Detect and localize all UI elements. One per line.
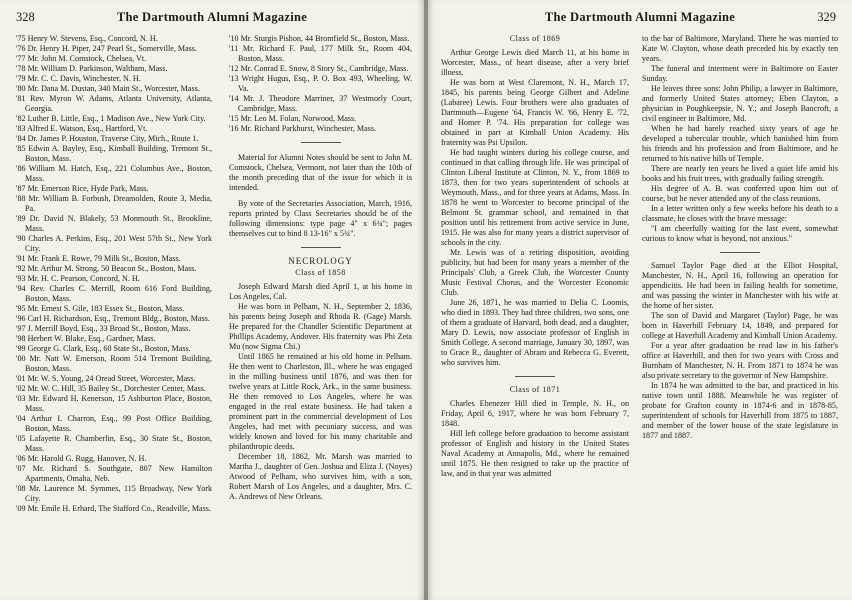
right-column-2 [642, 34, 838, 441]
address-entry: '02 Mr. W. C. Hill, 35 Bailey St., Dorchester Center, Mass. [16, 384, 206, 393]
left-page [0, 0, 424, 600]
address-entry: '12 Mr. Conrad E. Snow, 8 Story St., Cambridge, Mass. [229, 64, 409, 73]
address-entry: '80 Mr. Dana M. Dustan, 340 Main St., Worcester, Mass. [16, 84, 200, 93]
address-entry: '86 William M. Hatch, Esq., 221 Columbus Ave., Boston, Mass. [16, 164, 212, 183]
left-running-title: The Dartmouth Alumni Magazine [116, 10, 308, 24]
address-entry: '04 Arthur I. Charron, Esq., 99 Post Office Building, Boston, Mass. [16, 414, 212, 433]
address-entry: '10 Mr. Sturgis Pishon, 44 Bromfield St., Boston, Mass. [229, 34, 410, 43]
obituary-paragraph: He had taught winters during his college course, and continued in that calling through life. He was principal of Clinton Liberal Institute at Clinton, N. Y., from 1869 to 1873, then for two years superintendent of schools at Weymouth, Mass., and for three years at Adams, Mass. In 1878 he went to Worcester to become principal of the Belmont St. grammar school, and remained in that position until his retirement from active service in June, 1915. He was also for many years a district supervisor of schools in the city. [441, 148, 629, 247]
address-list-col1 [16, 34, 212, 514]
address-entry: '11 Mr. Richard F. Paul, 177 Milk St., Room 404, Boston, Mass. [229, 44, 412, 63]
divider-rule [301, 247, 341, 248]
address-entry: '14 Mr. J. Theodore Marriner, 37 Westmorly Court, Cambridge, Mass. [229, 94, 412, 113]
address-entry: '95 Mr. Ernest S. Gile, 183 Essex St., Boston, Mass. [16, 304, 185, 313]
left-page-number: 328 [16, 10, 35, 24]
quoted-message: "I am cheerfully waiting for the last event, somewhat curious to know what is beyond, not anxious." [642, 224, 838, 243]
address-entry: '92 Mr. Arthur M. Strong, 50 Beacon St., Boston, Mass. [16, 264, 197, 273]
obituary-paragraph: Mr. Lewis was of a retiring disposition, avoiding publicity, but had been for many years a member of the Principals' Club, a Greek Club, the Worcester County Music Festival Chorus, and the Worcester Economic Club. [441, 248, 629, 297]
obituary-paragraph: He leaves three sons: John Philip, a lawyer in Baltimore, and formerly United States attorney; Eben Clayton, a physician in Poughkeepsie, N. Y.; and Joseph Bancroft, a civil engineer in Baltimore, Md. [642, 84, 838, 123]
address-entry: '83 Alfred E. Watson, Esq., Hartford, Vt. [16, 124, 148, 133]
left-running-head [16, 10, 408, 26]
address-entry: '75 Henry W. Stevens, Esq., Concord, N. H. [16, 34, 158, 43]
address-entry: '16 Mr. Richard Parkhurst, Winchester, Mass. [229, 124, 376, 133]
address-entry: '05 Lafayette R. Chamberlin, Esq., 30 State St., Boston, Mass. [16, 434, 212, 453]
address-entry: '98 Herbert W. Blake, Esq., Gardner, Mass. [16, 334, 156, 343]
address-entry: '81 Rev. Myron W. Adams, Atlanta University, Atlanta, Georgia. [16, 94, 212, 113]
necrology-title: NECROLOGY [288, 256, 353, 266]
address-entry: '91 Mr. Frank E. Rowe, 79 Milk St., Boston, Mass. [16, 254, 181, 263]
notice-secretaries: By vote of the Secretaries Association, March, 1916, reports printed by Class Secretaries should be of the following dimensions: type page 4" x 6¾"; pages themselves cut to bind 8 13-16" x 5¾". [229, 199, 412, 238]
address-entry: '99 George G. Clark, Esq., 60 State St., Boston, Mass. [16, 344, 191, 353]
address-entry: '84 Dr. James P. Houston, Traverse City, Mich., Route 1. [16, 134, 199, 143]
class-heading: Class of 1858 [295, 268, 346, 277]
obituary-paragraph: June 26, 1871, he was married to Delia C. Loomis, who died in 1893. They had three children, two sons, one of them a graduate of Harvard, both dead, and a daughter, Mary D. Lewis, now associate professor of English in Smith College. A second marriage, January 30, 1897, was to Grace R., daughter of Abram and Rebecca G. Everett, who survives him. [441, 298, 629, 367]
right-running-title: The Dartmouth Alumni Magazine [544, 10, 736, 24]
obituary-paragraph: to the bar of Baltimore, Maryland. There he was married to Kate W. Clayton, whose death preceded his by exactly ten years. [642, 34, 838, 63]
obituary-paragraph: When he had barely reached sixty years of age he developed a tubercular trouble, which banished him from his friends and his profession and from Baltimore, and he returned to his native hills of Temple. [642, 124, 838, 163]
address-entry: '01 Mr. W. S. Young, 24 Oread Street, Worcester, Mass. [16, 374, 196, 383]
address-entry: '87 Mr. Emerson Rice, Hyde Park, Mass. [16, 184, 149, 193]
obituary-paragraph: Joseph Edward Marsh died April 1, at his home in Los Angeles, Cal. [229, 282, 412, 301]
address-entry: '15 Mr. Leo M. Folan, Norwood, Mass. [229, 114, 357, 123]
obituary-paragraph: He was born at West Claremont, N. H., March 17, 1845, his parents being George Gilbert and Adeline (Labaree) Lewis. Four brothers were also graduates of Dartmouth—Eugene '64, Francis W. '66, Henry E. '72, and Homer P. '74. His preparation for college was obtained in part at Kimball Union Academy. His fraternity was Psi Upsilon. [441, 78, 629, 147]
address-entry: '93 Mr. H. C. Pearson, Concord, N. H. [16, 274, 140, 283]
address-entry: '82 Luther B. Little, Esq., 1 Madison Ave., New York City. [16, 114, 206, 123]
address-entry: '90 Charles A. Perkins, Esq., 201 West 57th St., New York City. [16, 234, 212, 253]
obituary-paragraph: In 1874 he was admitted to the bar, and practiced in his native town until 1888. Meanwhile he was register of probate for Grafton county in 1874-6 and in 1878-85, superintendent of schools for Haverhill from 1875 to 1887, and member of the lower house of the state legislature in 1877 and 1887. [642, 381, 838, 440]
address-entry: '85 Edwin A. Bayley, Esq., Kimball Building, Tremont St., Boston, Mass. [16, 144, 212, 163]
left-column-1 [16, 34, 212, 514]
obituary-paragraph: Until 1865 he remained at his old home in Pelham. He then went to Charleston, Ill., where he was engaged in the milling business until 1876, and was then for twelve years at Little Rock, Ark., in the same business. He then removed to Los Angeles, where he was engaged in the real estate business. He had taken a prominent part in the commercial development of Los Angeles, had met with pecuniary success, and was widely known and loved for his many charitable and philanthropic deeds. [229, 352, 412, 451]
address-entry: '79 Mr. C. C. Davis, Winchester, N. H. [16, 74, 141, 83]
address-entry: '76 Dr. Henry H. Piper, 247 Pearl St., Somerville, Mass. [16, 44, 197, 53]
address-entry: '97 J. Merrill Boyd, Esq., 33 Broad St., Boston, Mass. [16, 324, 191, 333]
address-entry: '96 Carl H. Richardson, Esq., Tremont Bldg., Boston, Mass. [16, 314, 210, 323]
class-heading: Class of 1869 [509, 34, 561, 43]
obituary-paragraph: December 18, 1862, Mr. Marsh was married to Martha J., daughter of Gen. Joshua and Eliza J. (Noyes) Atwood of Pelham, who survives him, with a son, Robert Marsh of Los Angeles, and a daughter, Mrs. C. A. Andrews of New Orleans. [229, 452, 412, 501]
obituary-paragraph: The funeral and interment were in Baltimore on Easter Sunday. [642, 64, 838, 83]
divider-rule [301, 142, 341, 143]
obituary-paragraph: Hill left college before graduation to become assistant professor of English and history in the United States Naval Academy at Annapolis, Md., where he remained until 1875. He then resigned to take up the practice of law, and in that year was admitted [441, 429, 629, 478]
address-entry: '88 Mr. William B. Forbush, Dreamolden, Route 3, Media, Pa. [16, 194, 212, 213]
obituary-paragraph: He was born in Pelham, N. H., September 2, 1836, his parents being Joseph and Rhoda R. (Gage) Marsh. He prepared for the Chandler Scientific Department at Phillips Academy, Andover. His fraternity was Phi Zeta Mu (now Sigma Chi.) [229, 302, 412, 351]
obituary-paragraph: For a year after graduation he read law in his father's office at Haverhill, and then for two years with Cross and Burnham of Manchester, N. H. From 1871 to 1874 he was also private secretary to the governor of New Hampshire. [642, 341, 838, 380]
right-page [428, 0, 852, 600]
obituary-paragraph: In a letter written only a few weeks before his death to a classmate, he closes with the brave message: [642, 204, 838, 223]
address-entry: '77 Mr. John M. Comstock, Chelsea, Vt. [16, 54, 147, 63]
obituary-paragraph: His degree of A. B. was conferred upon him out of course, but he never attended any of the class reunions. [642, 184, 838, 203]
address-entry: '07 Mr. Richard S. Southgate, 807 New Hamilton Apartments, Omaha, Neb. [16, 464, 212, 483]
notice-alumni-notes: Material for Alumni Notes should be sent to John M. Comstock, Chelsea, Vermont, not later than the 10th of the month preceding that of the issue for which it is intended. [229, 153, 412, 192]
notices [229, 153, 412, 239]
obituary-paragraph: The son of David and Margaret (Taylor) Page, he was born in Haverhill February 14, 1849, and prepared for college at Haverhill Academy and Kimball Union Academy. [642, 311, 838, 340]
address-entry: '94 Rev. Charles C. Merrill, Room 616 Ford Building, Boston, Mass. [16, 284, 212, 303]
address-entry: '89 Dr. David N. Blakely, 53 Monmouth St., Brookline, Mass. [16, 214, 212, 233]
obituary-paragraph: Charles Ebenezer Hill died in Temple, N. H., on Friday, April 6, 1917, where he was born February 7, 1848. [441, 399, 629, 428]
obituary-paragraph: There are nearly ten years he lived a quiet life amid his books and his fruit trees, with gradually failing strength. [642, 164, 838, 183]
divider-rule [515, 376, 555, 377]
right-column-1 [441, 34, 629, 479]
divider-rule [720, 252, 760, 253]
obituary-paragraph: Samuel Taylor Page died at the Elliot Hospital, Manchester, N. H., April 16, following an operation for appendicitis. He had been in failing health for sometime, and was passing the winter in Manchester with his wife at the home of her sister. [642, 261, 838, 310]
address-entry: '03 Mr. Edward H. Kenerson, 15 Ashburton Place, Boston, Mass. [16, 394, 212, 413]
address-entry: '06 Mr. Harold G. Rugg, Hanover, N. H. [16, 454, 147, 463]
left-column-2 [229, 34, 412, 502]
address-entry: '78 Mr. William D. Parkinson, Waltham, Mass. [16, 64, 168, 73]
address-entry: '08 Mr. Laurence M. Symmes, 115 Broadway, New York City. [16, 484, 212, 503]
class-heading: Class of 1871 [509, 385, 561, 394]
address-entry: '09 Mr. Emile H. Erhard, The Stafford Co., Readville, Mass. [16, 504, 211, 513]
address-entry: '13 Wright Hugus, Esq., P. O. Box 493, Wheeling, W. Va. [229, 74, 412, 93]
address-entry: '00 Mr. Natt W. Emerson, Room 514 Tremont Building, Boston, Mass. [16, 354, 212, 373]
right-page-number: 329 [817, 10, 836, 24]
obituary-paragraph: Arthur George Lewis died March 11, at his home in Worcester, Mass., of heart disease, after a very brief illness. [441, 48, 629, 77]
address-list-col2 [229, 34, 412, 134]
right-running-head [444, 10, 836, 26]
